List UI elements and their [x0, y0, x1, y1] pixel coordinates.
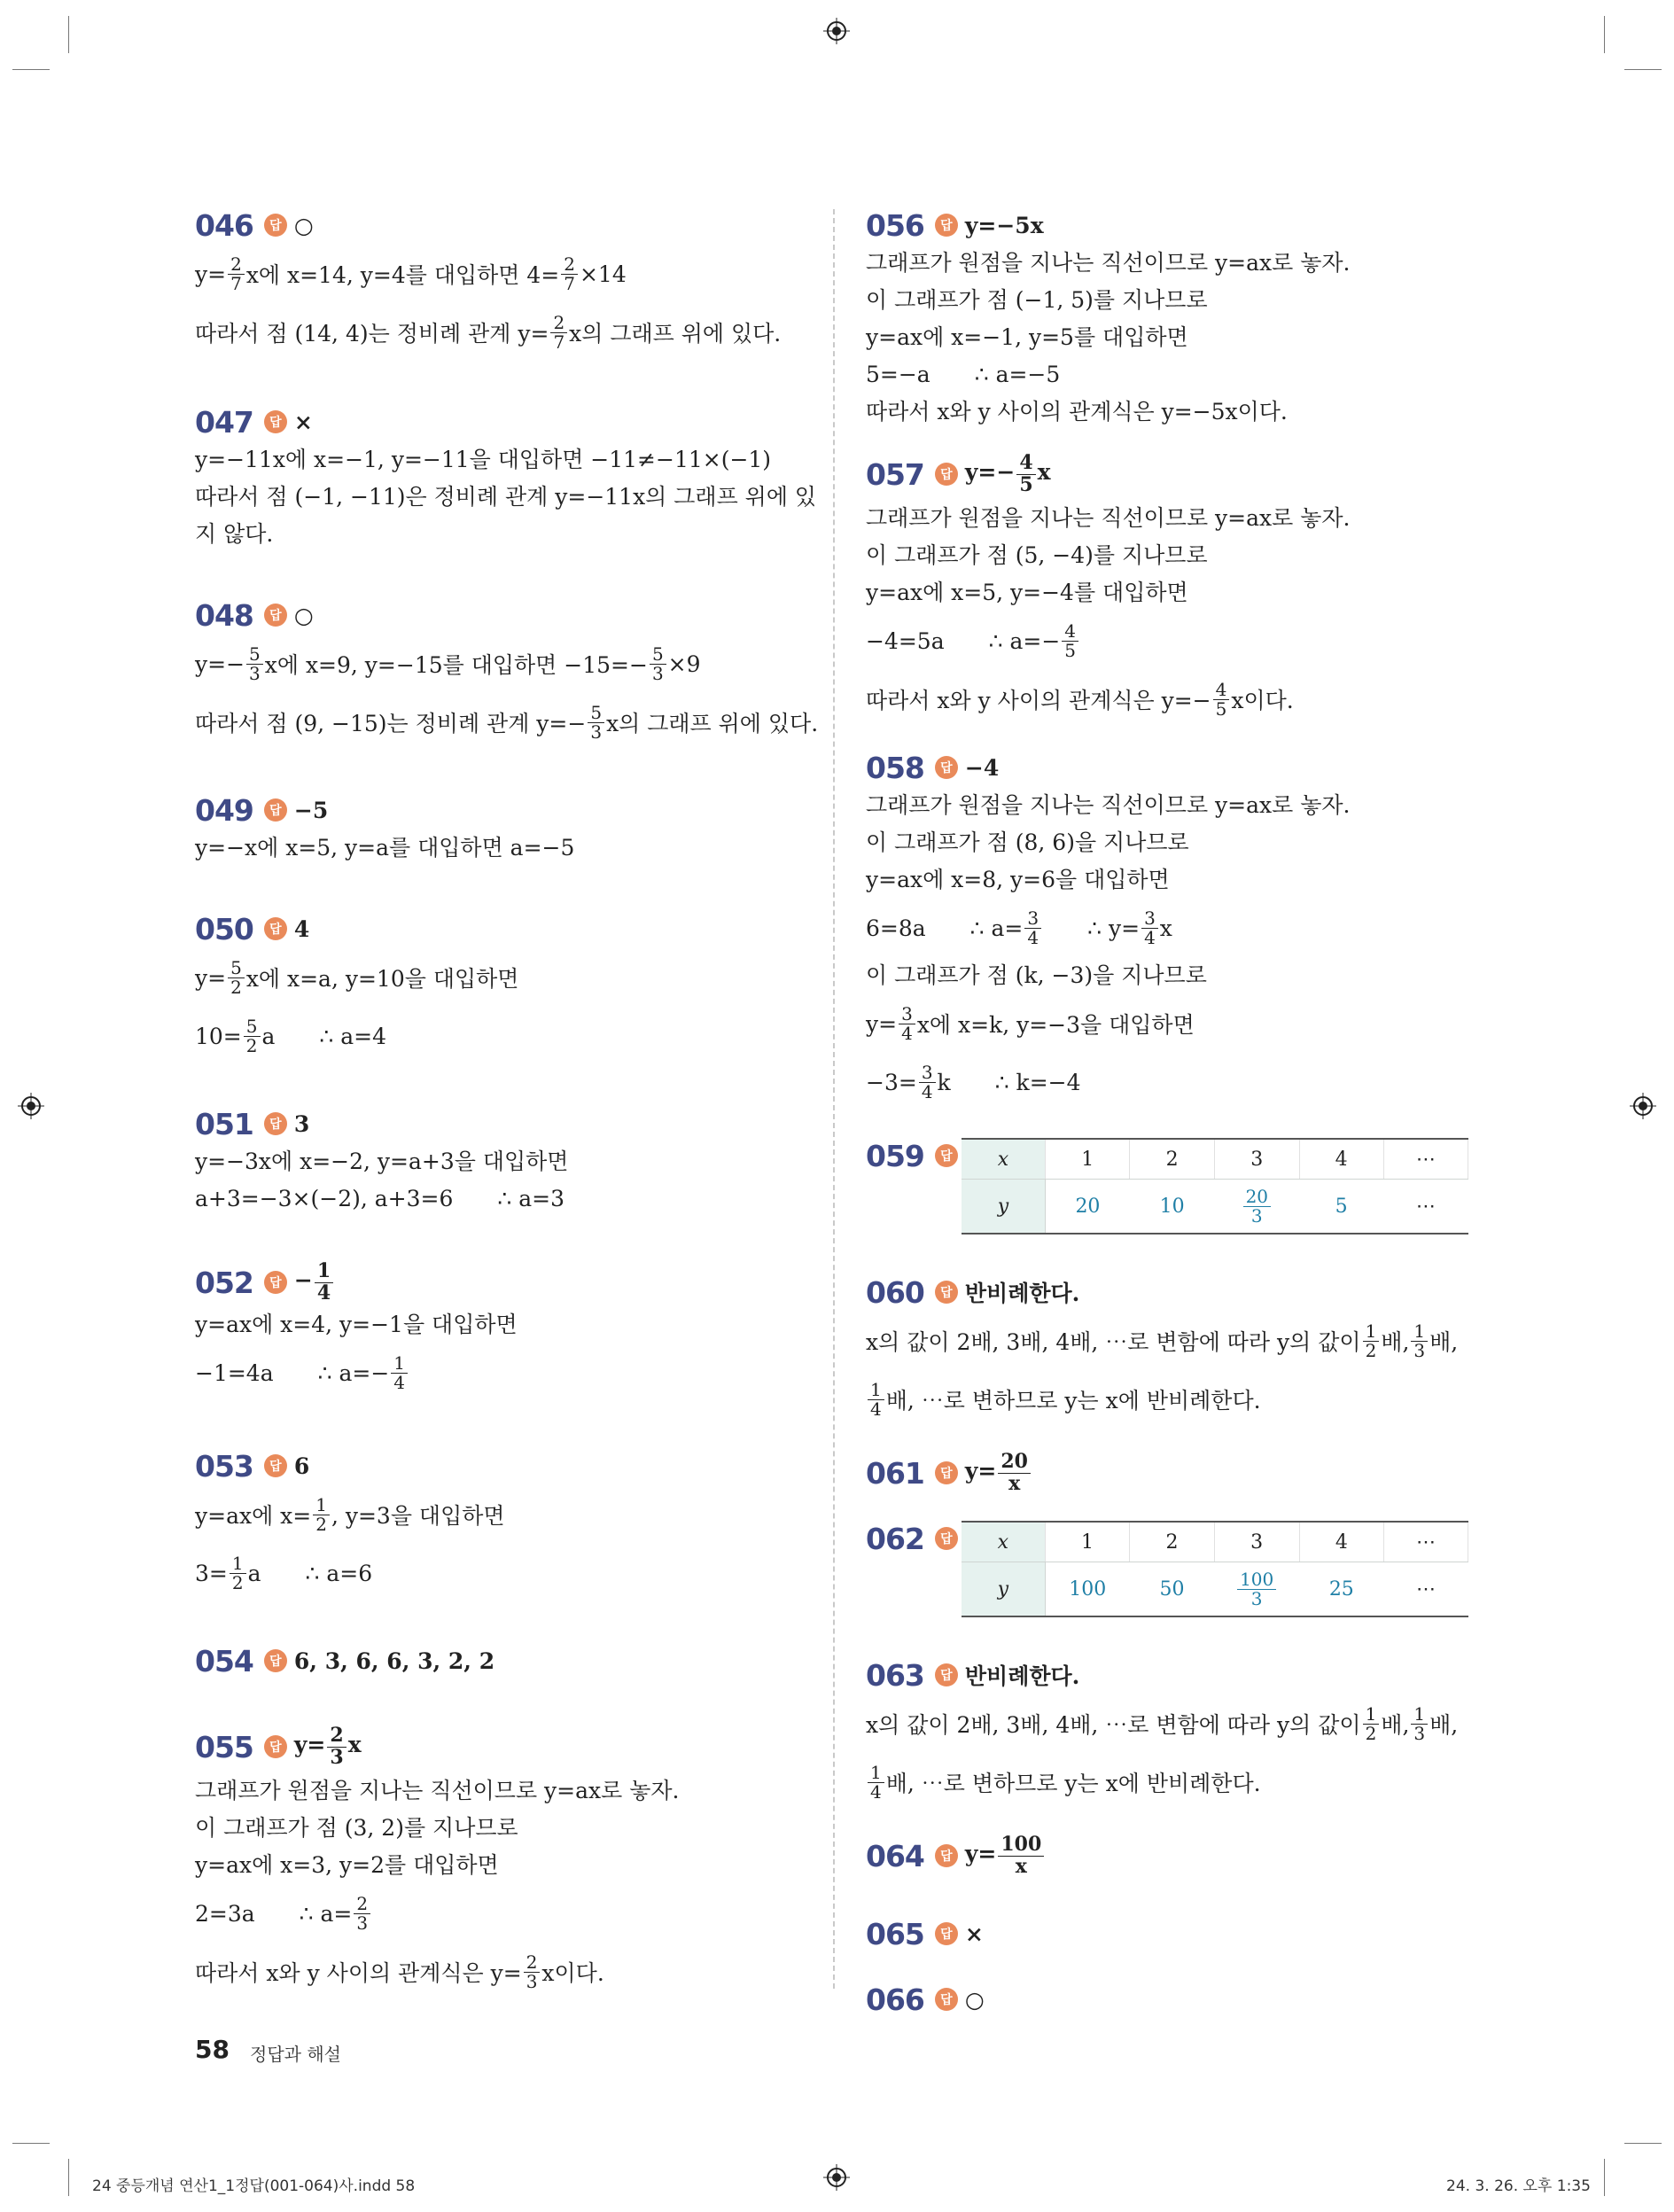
solution-line: $\frac{1}{4}$ 배, ⋯로 변하므로 y는 x에 반비례한다. — [866, 1753, 1458, 1811]
solution-line: 이 그래프가 점 (8, 6)을 지나므로 — [866, 830, 1189, 855]
crop-mark — [1604, 2159, 1605, 2196]
solution-line: x의 값이 2배, 3배, 4배, ⋯로 변함에 따라 y의 값이 $\frac{1}{2}$ 배, $\frac{1}{3}$ 배, — [866, 1702, 1459, 1744]
answer-badge-icon: 답 — [264, 1735, 287, 1758]
answer-badge-icon: 답 — [935, 1922, 958, 1945]
answer-badge-icon: 답 — [264, 1649, 287, 1672]
answer: y=−5x — [964, 212, 1044, 238]
answer: ○ — [293, 602, 314, 628]
problem-057 — [866, 448, 1350, 728]
problem-047 — [195, 402, 816, 553]
problem-049 — [195, 791, 574, 867]
problem-number: 061 — [866, 1455, 924, 1491]
problem-046 — [195, 206, 781, 362]
table-cell: 2 — [1130, 1139, 1214, 1180]
page-label: 정답과 해설 — [250, 2044, 341, 2065]
table-cell: ⋯ — [1383, 1562, 1468, 1617]
problem-number: 052 — [195, 1265, 253, 1300]
table-cell: 1 — [1045, 1139, 1130, 1180]
solution-line: −1=4a ∴ a=− $\frac{1}{4}$ — [195, 1344, 518, 1402]
answer-badge-icon: 답 — [935, 1527, 958, 1550]
problem-number: 056 — [866, 207, 924, 243]
answer: ○ — [964, 1986, 985, 2013]
problem-051 — [195, 1104, 568, 1218]
crop-mark — [1604, 16, 1605, 53]
answer: y=− $\frac{4}{5}$ x — [964, 451, 1051, 496]
problem-number: 066 — [866, 1982, 924, 2017]
solution-line: −4=5a ∴ a=− $\frac{4}{5}$ — [866, 611, 1350, 670]
solution-line: y=−11x에 x=−1, y=−11을 대입하면 −11≠−11×(−1) — [195, 447, 772, 472]
problem-number: 046 — [195, 207, 253, 243]
problem-066 — [866, 1980, 985, 2019]
problem-052 — [195, 1258, 518, 1402]
problem-number: 059 — [866, 1138, 924, 1173]
table-header-y: y — [962, 1562, 1045, 1617]
answer: −5 — [293, 797, 329, 823]
solution-line: $\frac{1}{4}$ 배, ⋯로 변하므로 y는 x에 반비례한다. — [866, 1370, 1458, 1429]
solution-line: 지 않다. — [195, 521, 274, 547]
table-cell: 10 — [1130, 1180, 1214, 1235]
solution-line: 5=−a ∴ a=−5 — [866, 362, 1061, 387]
solution-line: 따라서 점 (−1, −11)은 정비례 관계 y=−11x의 그래프 위에 있 — [195, 484, 817, 510]
solution-line: 따라서 x와 y 사이의 관계식은 y=− $\frac{4}{5}$ x이다. — [866, 678, 1294, 720]
registration-mark-icon — [18, 1093, 44, 1119]
problem-number: 053 — [195, 1448, 253, 1484]
solution-line: y=−x에 x=5, y=a를 대입하면 a=−5 — [195, 835, 575, 861]
table-row — [962, 1562, 1468, 1617]
table-cell: 2 — [1130, 1522, 1214, 1562]
answer: × — [293, 409, 313, 435]
answer-badge-icon: 답 — [264, 798, 287, 822]
table-header-y: y — [962, 1180, 1045, 1235]
answer: y= $\frac{20}{x}$ — [965, 1452, 1032, 1493]
problem-number: 063 — [866, 1657, 924, 1693]
answer-badge-icon: 답 — [935, 1461, 958, 1484]
problem-number: 047 — [195, 404, 253, 440]
answer-badge-icon: 답 — [935, 1144, 958, 1167]
registration-mark-icon — [1630, 1093, 1656, 1119]
solution-line: y=ax에 x=8, y=6을 대입하면 — [866, 867, 1170, 892]
answer-badge-icon: 답 — [935, 1988, 958, 2011]
problem-059 — [866, 1136, 965, 1175]
table-cell: 100 — [1045, 1562, 1130, 1617]
answer-badge-icon: 답 — [264, 410, 287, 433]
problem-number: 062 — [866, 1521, 924, 1556]
problem-053 — [195, 1446, 505, 1602]
solution-line: y=ax에 x= $\frac{1}{2}$ , y=3을 대입하면 — [195, 1493, 505, 1535]
problem-number: 058 — [866, 750, 924, 785]
crop-mark — [68, 2159, 69, 2196]
value-table — [962, 1521, 1468, 1617]
problem-064 — [866, 1827, 1046, 1884]
table-cell: ⋯ — [1383, 1522, 1468, 1562]
solution-line: 이 그래프가 점 (3, 2)를 지나므로 — [195, 1815, 518, 1841]
problem-number: 064 — [866, 1838, 924, 1873]
answer: × — [964, 1920, 984, 1947]
problem-number: 065 — [866, 1916, 924, 1951]
problem-048 — [195, 596, 818, 752]
crop-mark — [68, 16, 69, 53]
table-row — [962, 1180, 1468, 1235]
problem-061 — [866, 1445, 1032, 1501]
answer-badge-icon: 답 — [264, 604, 287, 627]
problem-060 — [866, 1273, 1458, 1429]
solution-line: y= $\frac{5}{2}$ x에 x=a, y=10을 대입하면 — [195, 956, 519, 998]
table-cell: 3 — [1214, 1139, 1299, 1180]
answer-badge-icon: 답 — [264, 1271, 287, 1294]
answer-badge-icon: 답 — [935, 756, 958, 779]
problem-054 — [195, 1641, 494, 1680]
table-cell: 20 — [1045, 1180, 1130, 1235]
table-cell: 4 — [1299, 1522, 1383, 1562]
solution-line: 그래프가 원점을 지나는 직선이므로 y=ax로 놓자. — [866, 250, 1351, 276]
problem-number: 054 — [195, 1643, 253, 1678]
problem-050 — [195, 909, 518, 1065]
registration-mark-icon — [823, 2164, 850, 2191]
table-row — [962, 1139, 1468, 1180]
table-cell: ⋯ — [1383, 1180, 1468, 1235]
answer: ○ — [293, 212, 314, 238]
crop-mark — [1624, 2143, 1662, 2144]
table-cell: $\frac{100}{3}$ — [1214, 1562, 1299, 1617]
answer: y= $\frac{100}{x}$ — [965, 1834, 1046, 1876]
table-cell: $\frac{20}{3}$ — [1214, 1180, 1299, 1235]
answer-badge-icon: 답 — [935, 1663, 958, 1686]
crop-mark — [12, 69, 50, 70]
slug-date: 24. 3. 26. 오후 1:35 — [1446, 2177, 1591, 2195]
table-cell: 3 — [1214, 1522, 1299, 1562]
answer: 3 — [293, 1110, 310, 1137]
answer-badge-icon: 답 — [935, 1844, 958, 1867]
solution-line: −3= $\frac{3}{4}$ k ∴ k=−4 — [866, 1061, 1081, 1102]
solution-line: x의 값이 2배, 3배, 4배, ⋯로 변함에 따라 y의 값이 $\frac{1}{2}$ 배, $\frac{1}{3}$ 배, — [866, 1320, 1459, 1361]
solution-line: 6=8a ∴ a= $\frac{3}{4}$ ∴ y= $\frac{3}{4}$ x — [866, 907, 1172, 948]
answer: 4 — [293, 915, 310, 942]
table-header-x: x — [962, 1522, 1045, 1562]
problem-number: 060 — [866, 1274, 924, 1310]
answer-badge-icon: 답 — [264, 1454, 287, 1477]
solution-line: 따라서 x와 y 사이의 관계식은 y= $\frac{2}{3}$ x이다. — [195, 1951, 604, 1992]
solution-line: 이 그래프가 점 (k, −3)을 지나므로 — [866, 962, 1207, 988]
solution-line: 그래프가 원점을 지나는 직선이므로 y=ax로 놓자. — [195, 1778, 680, 1803]
solution-line: y= $\frac{3}{4}$ x에 x=k, y=−3을 대입하면 — [866, 1002, 1195, 1044]
solution-line: y=ax에 x=4, y=−1을 대입하면 — [195, 1312, 518, 1337]
problem-number: 049 — [195, 792, 253, 828]
solution-line: y=− $\frac{5}{3}$ x에 x=9, y=−15를 대입하면 −15=− $\frac{5}{3}$ ×9 — [195, 643, 701, 684]
solution-line: 이 그래프가 점 (−1, 5)를 지나므로 — [866, 287, 1208, 313]
solution-line: y=ax에 x=3, y=2를 대입하면 — [195, 1852, 499, 1878]
problem-056 — [866, 206, 1350, 431]
table-cell: 1 — [1045, 1522, 1130, 1562]
answer: 6 — [293, 1453, 310, 1479]
solution-line: 이 그래프가 점 (5, −4)를 지나므로 — [866, 542, 1208, 568]
problem-number: 048 — [195, 597, 253, 633]
table-cell: 4 — [1299, 1139, 1383, 1180]
answer: −4 — [964, 754, 1000, 781]
table-cell: ⋯ — [1383, 1139, 1468, 1180]
crop-mark — [1624, 69, 1662, 70]
problem-065 — [866, 1914, 984, 1953]
solution-line: 따라서 x와 y 사이의 관계식은 y=−5x이다. — [866, 399, 1288, 424]
solution-line: 따라서 점 (14, 4)는 정비례 관계 y= $\frac{2}{7}$ x의 그래프 위에 있다. — [195, 311, 782, 353]
problem-number: 050 — [195, 911, 253, 946]
answer-badge-icon: 답 — [264, 1112, 287, 1135]
solution-line: y=ax에 x=5, y=−4를 대입하면 — [866, 580, 1188, 605]
table-cell: 5 — [1299, 1180, 1383, 1235]
table-row — [962, 1522, 1468, 1562]
slug-file-info: 24 중등개념 연산1_1정답(001-064)사.indd 58 — [92, 2177, 416, 2195]
registration-mark-icon — [823, 18, 850, 44]
table-cell: 50 — [1130, 1562, 1214, 1617]
table-header-x: x — [962, 1139, 1045, 1180]
answer-badge-icon: 답 — [935, 463, 958, 486]
answer: − $\frac{1}{4}$ — [294, 1261, 335, 1303]
problem-062 — [866, 1519, 965, 1558]
problem-number: 051 — [195, 1106, 253, 1141]
answer: 반비례한다. — [964, 1281, 1080, 1306]
problem-055 — [195, 1721, 679, 2001]
solution-line: 따라서 점 (9, −15)는 정비례 관계 y=− $\frac{5}{3}$ x의 그래프 위에 있다. — [195, 701, 819, 743]
problem-number: 055 — [195, 1729, 253, 1764]
column-divider — [833, 209, 835, 1989]
solution-line: y=−3x에 x=−2, y=a+3을 대입하면 — [195, 1149, 569, 1174]
solution-line: 그래프가 원점을 지나는 직선이므로 y=ax로 놓자. — [866, 505, 1351, 531]
solution-line: 2=3a ∴ a= $\frac{2}{3}$ — [195, 1884, 679, 1943]
solution-line: 3= $\frac{1}{2}$ a ∴ a=6 — [195, 1552, 373, 1593]
problem-063 — [866, 1655, 1458, 1811]
answer-badge-icon: 답 — [264, 214, 287, 237]
solution-line: y= $\frac{2}{7}$ x에 x=14, y=4를 대입하면 4= $\frac{2}{7}$ ×14 — [195, 253, 627, 294]
solution-line: y=ax에 x=−1, y=5를 대입하면 — [866, 324, 1188, 350]
crop-mark — [12, 2143, 50, 2144]
problem-058 — [866, 748, 1350, 1111]
answer: 6, 3, 6, 6, 3, 2, 2 — [293, 1647, 495, 1674]
answer: 반비례한다. — [964, 1663, 1080, 1689]
problem-number: 057 — [866, 456, 924, 492]
solution-line: a+3=−3×(−2), a+3=6 ∴ a=3 — [195, 1186, 564, 1211]
solution-line: 그래프가 원점을 지나는 직선이므로 y=ax로 놓자. — [866, 792, 1351, 818]
answer-badge-icon: 답 — [935, 1281, 958, 1304]
table-cell: 25 — [1299, 1562, 1383, 1617]
solution-line: 10= $\frac{5}{2}$ a ∴ a=4 — [195, 1015, 387, 1056]
value-table — [962, 1138, 1468, 1235]
answer: y= $\frac{2}{3}$ x — [293, 1724, 362, 1769]
page-number: 58 — [195, 2035, 230, 2064]
answer-badge-icon: 답 — [264, 917, 287, 940]
answer-badge-icon: 답 — [935, 214, 958, 237]
